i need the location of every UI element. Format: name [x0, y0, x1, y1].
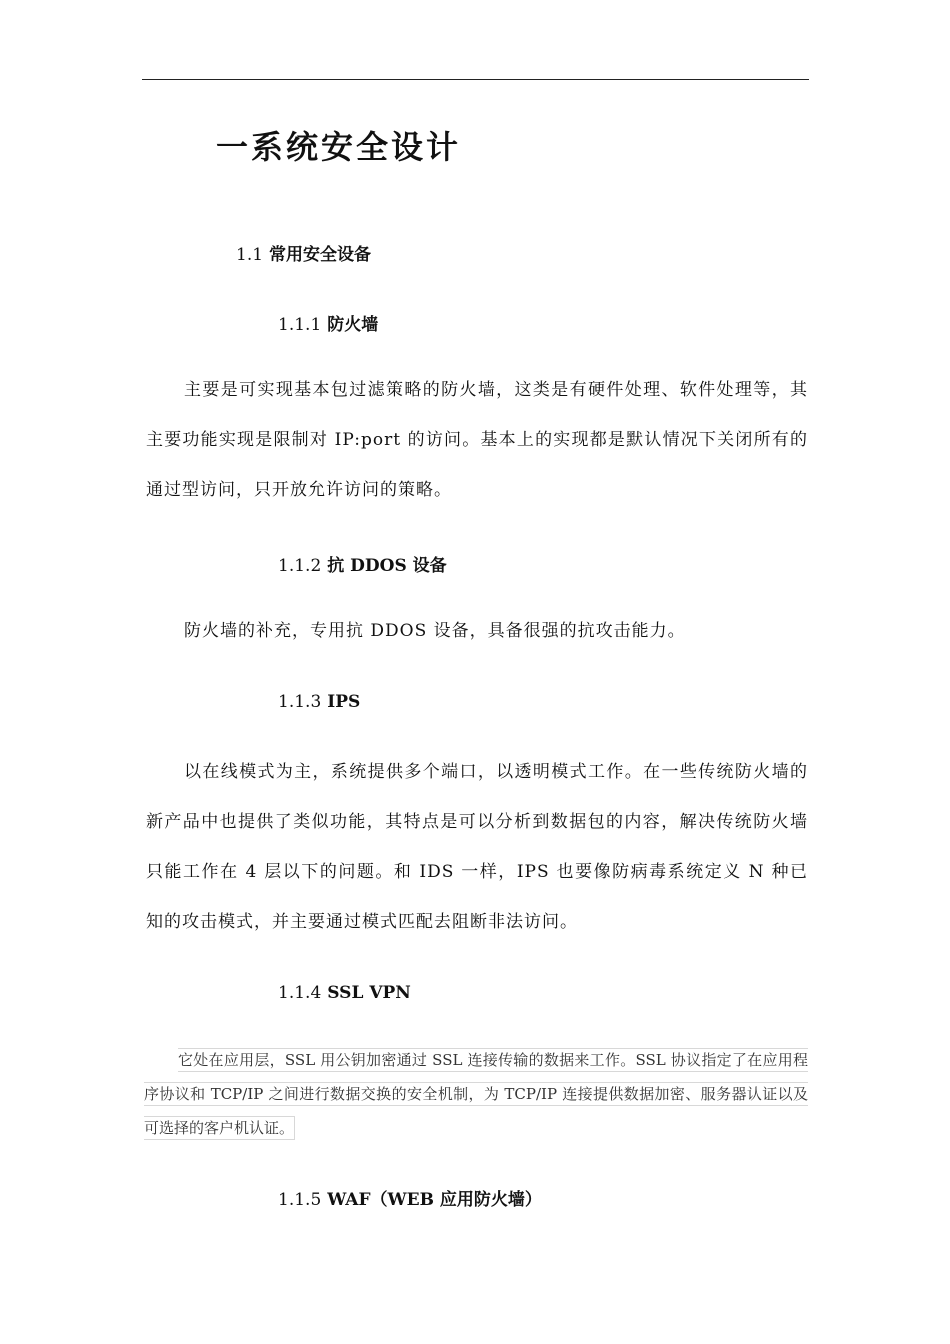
subsection-title: 抗 DDOS 设备: [327, 556, 447, 576]
header-rule: [142, 79, 809, 80]
paragraph-ssl-vpn: [144, 1043, 808, 1145]
subsection-number: 1.1.2: [278, 556, 322, 576]
subsection-number: 1.1.1: [278, 315, 322, 335]
document-title: 一系统安全设计: [216, 128, 462, 166]
subsection-heading-firewall: [278, 310, 378, 335]
subsection-heading-ssl-vpn: [278, 983, 411, 1003]
paragraph-firewall: 主要是可实现基本包过滤策略的防火墙，这类是有硬件处理、软件处理等，其主要功能实现是限制对 IP:port 的访问。基本上的实现都是默认情况下关闭所有的通过型访问，只开放允许访问的策略。: [146, 380, 808, 500]
section-number: 1.1: [236, 245, 264, 265]
subsection-title: SSL VPN: [327, 983, 411, 1003]
subsection-number: 1.1.5: [278, 1190, 322, 1210]
subsection-number: 1.1.3: [278, 692, 322, 712]
subsection-title: IPS: [327, 692, 361, 712]
section-heading: [236, 240, 371, 265]
paragraph-anti-ddos: 防火墙的补充，专用抗 DDOS 设备，具备很强的抗攻击能力。: [184, 621, 686, 641]
section-title: 常用安全设备: [269, 245, 372, 265]
paragraph-ips: 以在线模式为主，系统提供多个端口，以透明模式工作。在一些传统防火墙的新产品中也提供了类似功能，其特点是可以分析到数据包的内容，解决传统防火墙只能工作在 4 层以下的问题。和 IDS 一样，IPS 也要像防病毒系统定义 N 种已知的攻击模式，并主要通过模式匹配去阻断非法访问。: [146, 762, 808, 932]
subsection-title: 防火墙: [327, 315, 379, 335]
paragraph-ssl-vpn-text: 它处在应用层，SSL 用公钥加密通过 SSL 连接传输的数据来工作。SSL 协议指定了在应用程序协议和 TCP/IP 之间进行数据交换的安全机制，为 TCP/IP 连接提供数据加密、服务器认证以及可选择的客户机认证。: [144, 1048, 808, 1140]
subsection-heading-anti-ddos: [278, 551, 447, 576]
subsection-heading-waf: [278, 1185, 542, 1210]
subsection-heading-ips: [278, 692, 360, 712]
subsection-number: 1.1.4: [278, 983, 322, 1003]
subsection-title: WAF（WEB 应用防火墙）: [327, 1190, 542, 1210]
